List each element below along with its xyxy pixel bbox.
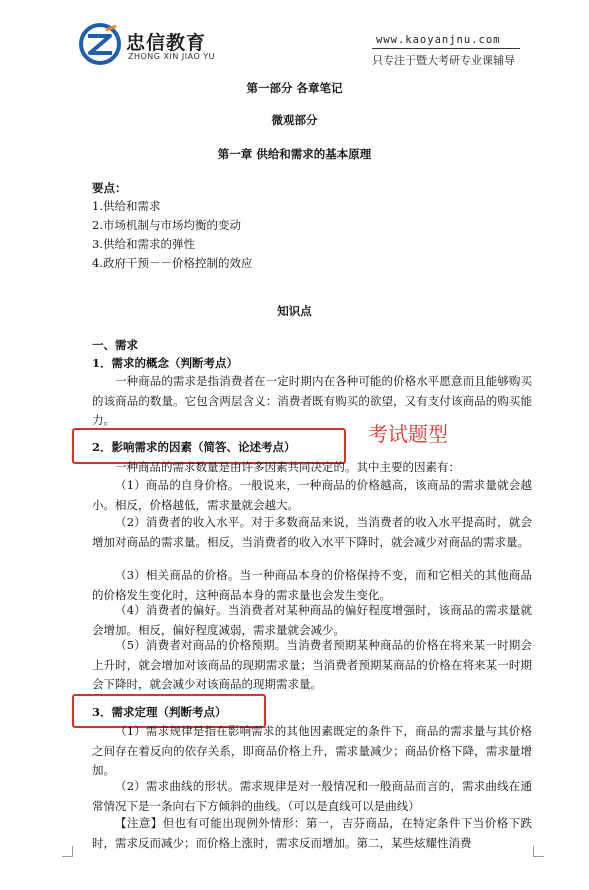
site-slogan: 只专注于暨大考研专业课辅导 xyxy=(372,54,515,67)
subheading-demand-law: 3．需求定理（判断考点） xyxy=(92,705,227,719)
subheading-demand-factors: 2．影响需求的因素（简答、论述考点） xyxy=(92,440,296,454)
subheading-demand-concept: 1．需求的概念（判断考点） xyxy=(92,356,239,370)
logo xyxy=(78,22,228,66)
section-title: 微观部分 xyxy=(271,113,318,127)
paragraph-factor-item: （2）消费者的收入水平。对于多数商品来说，当消费者的收入水平提高时，就会增加对商品的需求量。相反，当消费者的收入水平下降时，就会减少对商品的需求量。 xyxy=(92,515,532,549)
knowledge-title: 知识点 xyxy=(277,304,312,318)
page-corner-mark xyxy=(533,846,544,857)
paragraph-law-item: （2）需求曲线的形状。需求规律是对一般情况和一般商品而言的，需求曲线在通常情况下是一条向右下方倾斜的曲线。（可以是直线可以是曲线） xyxy=(92,779,532,813)
keypoint-item: 2.市场机制与市场均衡的变动 xyxy=(92,218,241,232)
paragraph-factor-item: （4）消费者的偏好。当消费者对某种商品的偏好程度增强时，该商品的需求量就会增加。相反，偏好程度减弱，需求量就会减少。 xyxy=(92,603,532,637)
paragraph-law-item: （1）需求规律是指在影响需求的其他因素既定的条件下，商品的需求量与其价格之间存在着反向的依存关系，即商品价格上升，需求量减少；商品价格下降，需求量增加。 xyxy=(92,724,532,777)
heading-demand: 一、需求 xyxy=(92,338,138,352)
logo-pinyin-name: ZHONG XIN JIAO YU xyxy=(128,52,216,61)
keypoint-item: 1.供给和需求 xyxy=(92,199,161,213)
keypoint-item: 4.政府干预－－价格控制的效应 xyxy=(92,256,253,270)
logo-icon xyxy=(78,22,122,66)
paragraph-demand-concept: 一种商品的需求是指消费者在一定时期内在各种可能的价格水平愿意而且能够购买的该商品的数量。它包含两层含义：消费者既有购买的欲望，又有支付该商品的购买能力。 xyxy=(92,374,532,427)
paragraph-law-note: 【注意】但也有可能出现例外情形：第一，吉芬商品，在特定条件下当价格下跌时，需求反而减少；而价格上涨时，需求反而增加。第二，某些炫耀性消费 xyxy=(92,816,532,850)
paragraph-factor-item: （3）相关商品的价格。当一种商品本身的价格保持不变，而和它相关的其他商品的价格发生变化时，这种商品本身的需求量也会发生变化。 xyxy=(92,568,532,602)
paragraph-factor-item: （1）商品的自身价格。一般说来，一种商品的价格越高，该商品的需求量就会越小。相反，价格越低，需求量就会越大。 xyxy=(92,478,532,512)
part-title: 第一部分 各章笔记 xyxy=(246,81,343,95)
exam-type-annotation: 考试题型 xyxy=(368,422,448,446)
paragraph-factor-item: （5）消费者对商品的价格预期。当消费者预期某种商品的价格在将来某一时期会上升时，就会增加对该商品的现期需求量；当消费者预期某商品的价格在将来某一时期会下降时，就会减少对该商品的现期需求量。 xyxy=(92,638,532,691)
keypoint-item: 3.供给和需求的弹性 xyxy=(92,237,195,251)
logo-chinese-name: 忠信教育 xyxy=(126,32,207,54)
keypoints-label: 要点： xyxy=(92,181,127,195)
page-header xyxy=(0,0,589,74)
page-corner-mark xyxy=(62,846,73,857)
site-url: www.kaoyanjnu.com xyxy=(376,34,501,46)
chapter-title: 第一章 供给和需求的基本原理 xyxy=(217,147,372,161)
header-divider xyxy=(372,48,520,49)
paragraph-factors-intro: 一种商品的需求数量是由许多因素共同决定的。其中主要的因素有： xyxy=(115,460,460,474)
